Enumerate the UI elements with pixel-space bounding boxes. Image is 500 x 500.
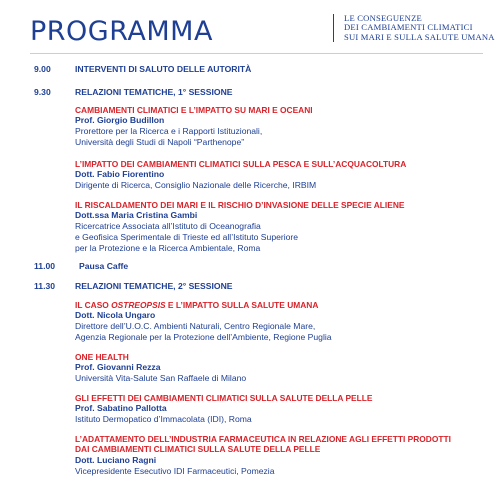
talk-title-text: E L’IMPATTO SULLA SALUTE UMANA: [165, 300, 319, 310]
talk-title: [75, 300, 495, 310]
speaker-affiliation: Agenzia Regionale per la Protezione dell’Ambiente, Regione Puglia: [75, 332, 332, 343]
subtitle-line: DEI CAMBIAMENTI CLIMATICI: [344, 22, 473, 33]
slot-title: INTERVENTI DI SALUTO DELLE AUTORITÀ: [75, 64, 252, 74]
speaker-name: Prof. Giorgio Budillon: [75, 115, 165, 126]
speaker-name: Prof. Sabatino Pallotta: [75, 403, 167, 414]
slot-title: RELAZIONI TEMATICHE, 2° SESSIONE: [75, 281, 233, 291]
talk-item: [75, 300, 495, 343]
talk-title: CAMBIAMENTI CLIMATICI E L’IMPATTO SU MARI E OCEANI: [75, 105, 313, 115]
speaker-affiliation: per la Protezione e la Ricerca Ambientale, Roma: [75, 243, 261, 254]
speaker-affiliation: Università degli Studi di Napoli “Parthenope”: [75, 137, 245, 148]
talk-title: L’ADATTAMENTO DELL’INDUSTRIA FARMACEUTICA IN RELAZIONE AGLI EFFETTI PRODOTTI: [75, 434, 451, 444]
speaker-affiliation: Vicepresidente Esecutivo IDI Farmaceutici, Pomezia: [75, 465, 275, 476]
talk-item: [75, 159, 495, 191]
page-title: PROGRAMMA: [30, 16, 213, 47]
speaker-name: Prof. Giovanni Rezza: [75, 362, 161, 373]
talk-title-text: IL CASO: [75, 300, 112, 310]
header-divider: [30, 53, 483, 54]
speaker-affiliation: Dirigente di Ricerca, Consiglio Nazionale delle Ricerche, IRBIM: [75, 180, 317, 191]
talk-item: [75, 200, 495, 254]
slot-time: 9.30: [34, 87, 51, 97]
slot-time: 11.30: [34, 281, 56, 291]
talk-title: GLI EFFETTI DEI CAMBIAMENTI CLIMATICI SULLA SALUTE DELLA PELLE: [75, 393, 373, 403]
speaker-name: Dott.ssa Maria Cristina Gambi: [75, 210, 198, 221]
talk-title-italic: OSTREOPSIS: [111, 300, 166, 310]
talk-item: [75, 105, 495, 148]
talk-title: L’IMPATTO DEI CAMBIAMENTI CLIMATICI SULLA PESCA E SULL’ACQUACOLTURA: [75, 159, 407, 169]
speaker-affiliation: Ricercatrice Associata all’Istituto di Oceanografia: [75, 221, 261, 232]
speaker-affiliation: Istituto Dermopatico d’Immacolata (IDI), Roma: [75, 414, 252, 425]
speaker-affiliation: Prorettore per la Ricerca e i Rapporti Istituzionali,: [75, 126, 263, 137]
slot-title: RELAZIONI TEMATICHE, 1° SESSIONE: [75, 87, 233, 97]
speaker-name: Dott. Luciano Ragni: [75, 454, 157, 465]
talk-title: ONE HEALTH: [75, 352, 129, 362]
talk-item: [75, 352, 495, 384]
speaker-affiliation: Università Vita-Salute San Raffaele di Milano: [75, 373, 247, 384]
speaker-affiliation: e Geofisica Sperimentale di Trieste ed all’Istituto Superiore: [75, 232, 299, 243]
speaker-name: Dott. Nicola Ungaro: [75, 310, 156, 321]
subtitle-line: SUI MARI E SULLA SALUTE UMANA: [344, 31, 495, 42]
talk-item: [75, 393, 495, 425]
talk-title: DAI CAMBIAMENTI CLIMATICI SULLA SALUTE DELLA PELLE: [75, 444, 321, 455]
talk-item: [75, 434, 495, 477]
slot-time: 11.00: [34, 261, 56, 271]
speaker-affiliation: Direttore dell’U.O.C. Ambienti Naturali, Centro Regionale Mare,: [75, 321, 316, 332]
slot-title: Pausa Caffe: [79, 261, 129, 271]
event-subtitle: [333, 13, 495, 42]
slot-time: 9.00: [34, 64, 51, 74]
subtitle-line: LE CONSEGUENZE: [344, 13, 422, 23]
talk-title: IL RISCALDAMENTO DEI MARI E IL RISCHIO D’INVASIONE DELLE SPECIE ALIENE: [75, 200, 405, 210]
speaker-name: Dott. Fabio Fiorentino: [75, 169, 165, 180]
